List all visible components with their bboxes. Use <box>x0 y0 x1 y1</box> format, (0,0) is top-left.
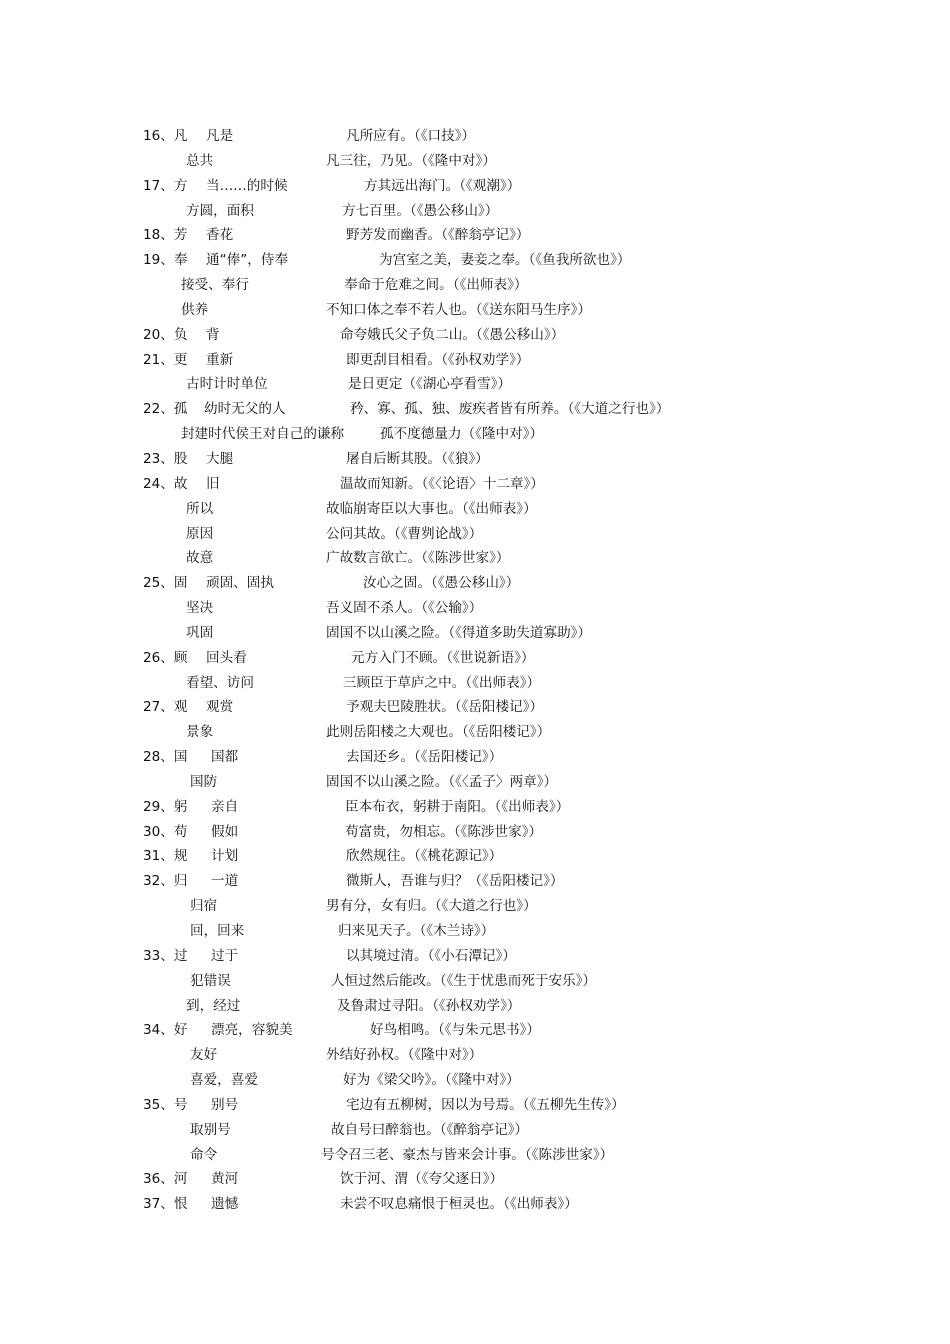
document-body <box>0 124 950 1217</box>
entry-example: 去国还乡。（《岳阳楼记》） <box>346 749 503 766</box>
entry-number: 23、股 <box>143 450 188 467</box>
entry-example: 号令召三老、豪杰与皆来会计事。（《陈涉世家》） <box>321 1146 614 1163</box>
entry-example: 孤不度德量力（《隆中对》） <box>380 426 544 443</box>
entry-meaning: 凡是 <box>206 128 234 144</box>
entry-example: 奉命于危难之间。（《出师表》） <box>344 277 528 294</box>
entry-example: 臣本布衣，躬耕于南阳。（《出师表》） <box>345 798 570 815</box>
entry-meaning: 通“俸”，侍奉 <box>206 252 289 269</box>
entry-line <box>0 124 950 149</box>
entry-example: 公问其故。（《曹刿论战》） <box>326 525 483 542</box>
entry-example: 人恒过然后能改。（《生于忧患而死于安乐》） <box>331 972 597 989</box>
entry-meaning: 香花 <box>206 227 234 244</box>
entry-number: 33、过 <box>143 947 188 964</box>
entry-line <box>0 621 950 646</box>
entry-example: 矜、寡、孤、独、废疾者皆有所养。（《大道之行也》） <box>350 401 670 418</box>
entry-example: 故临崩寄臣以大事也。（《出师表》） <box>326 500 537 517</box>
entry-example: 宅边有五柳树，因以为号焉。（《五柳先生传》） <box>346 1096 625 1113</box>
entry-line <box>0 174 950 199</box>
entry-number: 17、方 <box>143 177 188 194</box>
entry-number: 37、恨 <box>143 1196 188 1213</box>
entry-line <box>0 1192 950 1217</box>
entry-meaning: 大腿 <box>206 450 234 467</box>
entry-line <box>0 1093 950 1118</box>
entry-example: 方七百里。（《愚公移山》） <box>342 202 499 219</box>
entry-meaning: 回，回来 <box>190 923 245 939</box>
entry-meaning: 犯错误 <box>190 972 231 989</box>
entry-example: 及鲁肃过寻阳。（《孙权劝学》） <box>337 997 521 1014</box>
entry-example: 不知口体之奉不若人也。（《送东阳马生序》） <box>326 301 592 318</box>
entry-meaning: 当……的时候 <box>206 177 288 194</box>
entry-line <box>0 422 950 447</box>
entry-meaning: 故意 <box>186 550 214 567</box>
entry-example: 固国不以山溪之险。（《得道多助失道寡助》） <box>326 624 592 641</box>
entry-line <box>0 720 950 745</box>
entry-example: 未尝不叹息痛恨于桓灵也。（《出师表》） <box>340 1196 578 1213</box>
entry-line <box>0 1167 950 1192</box>
entry-example: 以其境过清。（《小石潭记》） <box>346 947 516 964</box>
entry-line <box>0 472 950 497</box>
entry-line <box>0 149 950 174</box>
entry-line <box>0 1043 950 1068</box>
entry-line <box>0 919 950 944</box>
entry-meaning: 回头看 <box>206 649 247 666</box>
entry-meaning: 过于 <box>211 947 239 964</box>
entry-example: 饮于河、渭（《夸父逐日》） <box>340 1171 504 1188</box>
entry-example: 外结好孙权。（《隆中对》） <box>326 1047 483 1064</box>
entry-example: 吾义固不杀人。（《公输》） <box>326 600 483 617</box>
entry-example: 此则岳阳楼之大观也。（《岳阳楼记》） <box>326 724 551 741</box>
entry-line <box>0 348 950 373</box>
entry-line <box>0 298 950 323</box>
entry-line <box>0 372 950 397</box>
entry-meaning: 顽固、固执 <box>206 575 274 592</box>
entry-meaning: 方圆，面积 <box>186 202 254 219</box>
entry-example: 好为《梁父吟》。（《隆中对》） <box>343 1072 520 1089</box>
entry-number: 21、更 <box>143 351 188 368</box>
entry-example: 命夸娥氏父子负二山。（《愚公移山》） <box>340 326 565 343</box>
entry-example: 故自号曰醉翁也。（《醉翁亭记》） <box>331 1121 529 1138</box>
entry-meaning: 巩固 <box>186 624 214 641</box>
entry-meaning: 坚决 <box>186 600 214 617</box>
entry-meaning: 别号 <box>211 1096 239 1113</box>
entry-example: 为宫室之美，妻妾之奉。（《鱼我所欲也》） <box>379 252 631 269</box>
entry-example: 是日更定（《湖心亭看雪》） <box>348 376 512 393</box>
entry-meaning: 旧 <box>206 475 220 492</box>
entry-meaning: 喜爱，喜爱 <box>190 1072 258 1089</box>
entry-meaning: 亲自 <box>211 798 239 815</box>
entry-line <box>0 844 950 869</box>
entry-line <box>0 795 950 820</box>
entry-line <box>0 199 950 224</box>
entry-line <box>0 571 950 596</box>
entry-line <box>0 223 950 248</box>
entry-line <box>0 671 950 696</box>
entry-line <box>0 745 950 770</box>
entry-number: 34、好 <box>143 1022 188 1039</box>
entry-number: 22、孤 <box>143 401 188 418</box>
entry-meaning: 背 <box>206 326 220 343</box>
entry-meaning: 国都 <box>211 749 239 766</box>
entry-number: 19、奉 <box>143 252 188 269</box>
entry-line <box>0 248 950 273</box>
entry-number: 16、凡 <box>143 128 188 144</box>
entry-meaning: 观赏 <box>206 699 234 716</box>
entry-meaning: 幼时无父的人 <box>204 401 286 418</box>
entry-example: 元方入门不顾。（《世说新语》） <box>351 649 535 666</box>
entry-meaning: 到，经过 <box>186 997 241 1014</box>
entry-meaning: 友好 <box>190 1047 218 1064</box>
entry-number: 28、国 <box>143 749 188 766</box>
entry-meaning: 景象 <box>186 724 214 741</box>
entry-meaning: 取别号 <box>190 1121 231 1138</box>
entry-line <box>0 695 950 720</box>
entry-line <box>0 820 950 845</box>
entry-meaning: 总共 <box>186 152 214 169</box>
entry-line <box>0 994 950 1019</box>
entry-line <box>0 894 950 919</box>
entry-line <box>0 497 950 522</box>
entry-example: 方其远出海门。（《观潮》） <box>364 177 521 194</box>
entry-line <box>0 646 950 671</box>
entry-meaning: 古时计时单位 <box>186 376 268 393</box>
entry-example: 归来见天子。（《木兰诗》） <box>338 923 495 939</box>
entry-example: 微斯人，吾谁与归？（《岳阳楼记》） <box>346 873 564 890</box>
entry-number: 24、故 <box>143 475 188 492</box>
entry-line <box>0 596 950 621</box>
entry-example: 苟富贵，勿相忘。（《陈涉世家》） <box>345 823 543 840</box>
entry-meaning: 供养 <box>181 301 209 318</box>
entry-meaning: 计划 <box>211 848 239 865</box>
entry-line <box>0 1118 950 1143</box>
entry-line <box>0 1143 950 1168</box>
entry-example: 男有分，女有归。（《大道之行也》） <box>326 898 537 915</box>
entry-example: 温故而知新。（《〈论语〉十二章》） <box>340 475 544 492</box>
entry-number: 26、顾 <box>143 649 188 666</box>
entry-line <box>0 522 950 547</box>
entry-number: 35、号 <box>143 1096 188 1113</box>
entry-number: 31、规 <box>143 848 188 865</box>
entry-meaning: 接受、奉行 <box>181 277 249 294</box>
entry-number: 29、躬 <box>143 798 188 815</box>
entry-line <box>0 323 950 348</box>
entry-number: 27、观 <box>143 699 188 716</box>
entry-line <box>0 546 950 571</box>
entry-example: 屠自后断其股。（《狼》） <box>346 450 489 467</box>
entry-meaning: 黄河 <box>211 1171 239 1188</box>
entry-example: 好鸟相鸣。（《与朱元思书》） <box>370 1022 540 1039</box>
entry-meaning: 国防 <box>190 773 218 790</box>
entry-example: 凡三往，乃见。（《隆中对》） <box>326 152 496 169</box>
entry-number: 36、河 <box>143 1171 188 1188</box>
entry-line <box>0 770 950 795</box>
entry-meaning: 遗憾 <box>211 1196 239 1213</box>
entry-line <box>0 969 950 994</box>
entry-line <box>0 273 950 298</box>
entry-meaning: 漂亮，容貌美 <box>211 1022 293 1039</box>
entry-number: 32、归 <box>143 873 188 890</box>
entry-meaning: 假如 <box>211 823 239 840</box>
entry-example: 予观夫巴陵胜状。（《岳阳楼记》） <box>346 699 544 716</box>
entry-meaning: 看望、访问 <box>186 674 254 691</box>
entry-meaning: 原因 <box>186 525 214 542</box>
entry-line <box>0 869 950 894</box>
entry-meaning: 所以 <box>186 500 214 517</box>
entry-example: 即更刮目相看。（《孙权劝学》） <box>346 351 530 368</box>
entry-meaning: 封建时代侯王对自己的谦称 <box>181 426 345 443</box>
entry-number: 20、负 <box>143 326 188 343</box>
entry-number: 30、苟 <box>143 823 188 840</box>
entry-line <box>0 1018 950 1043</box>
entry-example: 固国不以山溪之险。（《〈孟子〉两章》） <box>326 773 558 790</box>
entry-example: 广故数言欲亡。（《陈涉世家》） <box>326 550 510 567</box>
entry-meaning: 一道 <box>211 873 239 890</box>
entry-example: 野芳发而幽香。（《醉翁亭记》） <box>346 227 530 244</box>
entry-meaning: 命令 <box>190 1146 218 1163</box>
entry-number: 18、芳 <box>143 227 188 244</box>
entry-number: 25、固 <box>143 575 188 592</box>
entry-example: 汝心之固。（《愚公移山》） <box>363 575 520 592</box>
entry-meaning: 重新 <box>206 351 234 368</box>
entry-line <box>0 1068 950 1093</box>
entry-line <box>0 944 950 969</box>
entry-example: 三顾臣于草庐之中。（《出师表》） <box>343 674 541 691</box>
entry-line <box>0 447 950 472</box>
entry-meaning: 归宿 <box>190 898 218 915</box>
entry-example: 凡所应有。（《口技》） <box>346 128 476 144</box>
entry-line <box>0 397 950 422</box>
entry-example: 欣然规往。（《桃花源记》） <box>346 848 503 865</box>
